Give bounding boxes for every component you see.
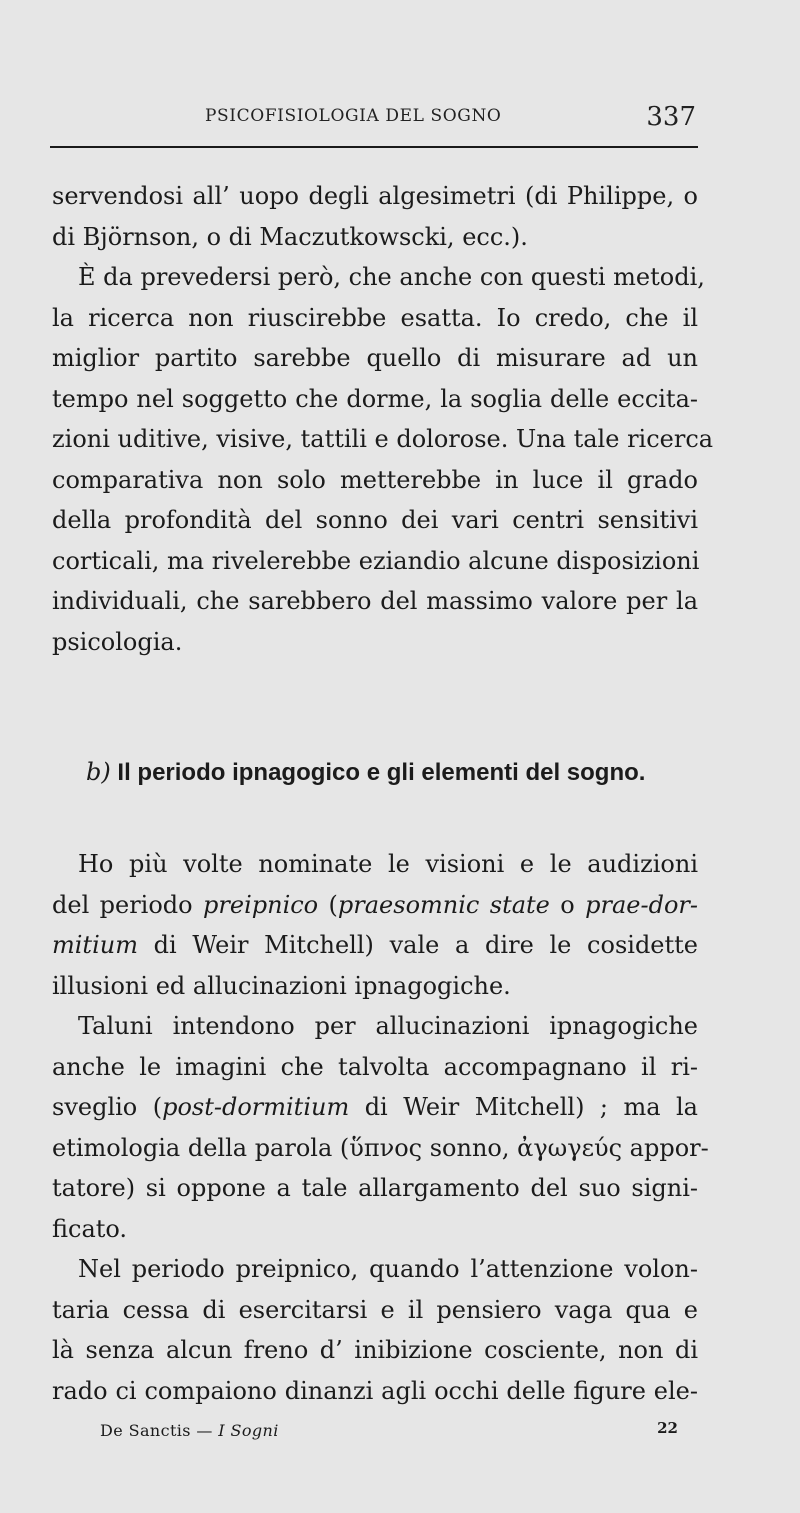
text-run: di Weir Mitchell) vale a dire le cosidette [137,931,698,959]
text-line: miglior partito sarebbe quello di misurare ad un [52,344,698,372]
italic-term: post-dormitium [162,1093,350,1121]
text-line: la ricerca non riuscirebbe esatta. Io credo, che il [52,303,698,332]
text-line: rado ci compaiono dinanzi agli occhi delle figure ele- [52,1376,698,1405]
page-number: 337 [646,102,696,132]
text-line: etimologia della parola (ὕπνος sonno, ἀγωγεύς appor- [52,1133,709,1162]
text-line: individuali, che sarebbero del massimo valore per la [52,587,698,615]
text-run: del periodo [52,890,204,919]
text-line [52,925,698,966]
text-line: Nel periodo preipnico, quando l’attenzione volon- [78,1255,698,1283]
text-line: psicologia. [52,627,183,656]
text-line: tempo nel soggetto che dorme, la soglia delle eccita- [52,384,698,413]
spacer [52,792,698,844]
italic-term: praesomnic state [337,890,550,919]
text-line: Taluni intendono per allucinazioni ipnagogiche [78,1012,698,1040]
text-run: o [549,890,586,919]
text-line: illusioni ed allucinazioni ipnagogiche. [52,971,511,1000]
text-line: di Björnson, o di Maczutkowscki, ecc.). [52,222,528,251]
section-letter: b) [86,758,111,786]
text-run: ( [318,890,338,919]
book-title: I Sogni [218,1421,279,1440]
text-line: tatore) si oppone a tale allargamento del suo signi- [52,1174,698,1202]
text-line: Ho più volte nominate le visioni e le audizioni [78,850,698,878]
text-line: servendosi all’ uopo degli algesimetri (di Philippe, o [52,182,698,210]
text-line: là senza alcun freno d’ inibizione cosciente, non di [52,1336,698,1364]
spacer [52,662,698,752]
text-line [52,1087,698,1128]
body-text [52,176,714,1411]
section-heading [52,752,698,792]
page-header [50,102,696,134]
header-rule [50,146,698,148]
italic-term: mitium [52,931,138,959]
page-footer [100,1421,680,1451]
italic-term: prae-dor- [585,890,698,919]
text-line: È da prevedersi però, che anche con questi metodi, [78,263,705,291]
text-line: ficato. [52,1214,128,1243]
text-run: sveglio ( [52,1093,163,1121]
section-title: Il periodo ipnagogico e gli elementi del sogno. [117,759,646,786]
running-head: PSICOFISIOLOGIA DEL SOGNO [205,106,502,126]
signature-mark: 22 [657,1419,678,1437]
text-line [52,885,698,926]
text-line: comparativa non solo metterebbe in luce il grado [52,465,698,494]
book-signature [100,1421,279,1440]
text-line: della profondità del sonno dei vari centri sensitivi [52,506,698,534]
text-line: taria cessa di esercitarsi e il pensiero vaga qua e [52,1295,698,1324]
text-line: anche le imagini che talvolta accompagnano il ri- [52,1052,698,1081]
text-line: zioni uditive, visive, tattili e dolorose. Una tale ricerca [52,425,714,453]
text-line: corticali, ma rivelerebbe eziandio alcune disposizioni [52,546,700,575]
italic-term: preipnico [203,890,319,919]
author-name: De Sanctis — [100,1421,219,1440]
text-run: di Weir Mitchell) ; ma la [349,1093,698,1121]
